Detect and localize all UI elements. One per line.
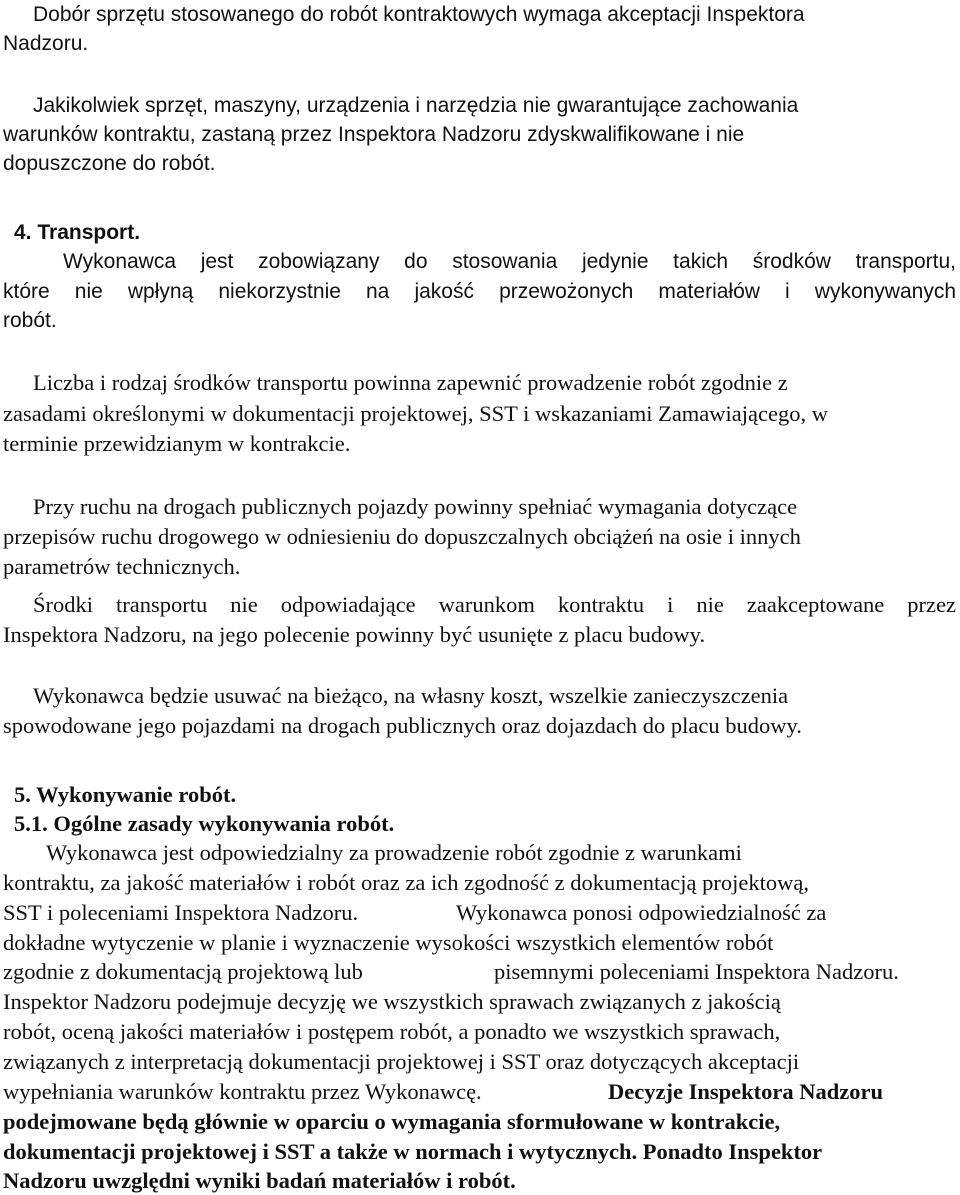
section-heading: 5. Wykonywanie robót. xyxy=(14,782,237,807)
text-line: związanych z interpretacją dokumentacji projektowej i SST oraz dotyczących akceptacji xyxy=(3,1049,800,1074)
text-line: Liczba i rodzaj środków transportu powinna zapewnić prowadzenie robót zgodnie z xyxy=(33,370,788,395)
text-line: Wykonawca jest zobowiązany do stosowania jedynie takich środków transportu, xyxy=(63,250,956,273)
text-line-bold: Nadzoru uwzględni wyniki badań materiałów i robót. xyxy=(3,1168,516,1193)
text-line: wypełniania warunków kontraktu przez Wykonawcę. xyxy=(3,1079,482,1104)
text-line: zgodnie z dokumentacją projektową lub xyxy=(3,959,363,984)
text-line: Inspektor Nadzoru podejmuje decyzję we wszystkich sprawach związanych z jakością xyxy=(3,989,781,1014)
text-line: Nadzoru. xyxy=(3,32,89,55)
section-heading: 4. Transport. xyxy=(14,221,141,244)
text-line: Środki transportu nie odpowiadające warunkom kontraktu i nie zaakceptowane przez xyxy=(33,592,956,617)
text-line: warunków kontraktu, zastaną przez Inspektora Nadzoru zdyskwalifikowane i nie xyxy=(3,123,745,146)
text-line: dopuszczone do robót. xyxy=(3,152,216,175)
text-line: robót. xyxy=(3,309,57,332)
text-line: SST i poleceniami Inspektora Nadzoru. xyxy=(3,900,359,925)
text-line: zasadami określonymi w dokumentacji projektowej, SST i wskazaniami Zamawiającego, w xyxy=(3,401,828,426)
text-line: przepisów ruchu drogowego w odniesieniu do dopuszczalnych obciążeń na osie i innych xyxy=(3,524,801,549)
text-line: pisemnymi poleceniami Inspektora Nadzoru. xyxy=(494,959,899,984)
text-line: Wykonawca ponosi odpowiedzialność za xyxy=(456,900,827,925)
text-line: kontraktu, za jakość materiałów i robót oraz za ich zgodność z dokumentacją projektową, xyxy=(3,870,809,895)
text-line-bold: dokumentacji projektowej i SST a także w normach i wytycznych. Ponadto Inspektor xyxy=(3,1139,823,1164)
text-line: Wykonawca będzie usuwać na bieżąco, na własny koszt, wszelkie zanieczyszczenia xyxy=(33,683,789,708)
text-line: robót, oceną jakości materiałów i postępem robót, a ponadto we wszystkich sprawach, xyxy=(3,1019,781,1044)
subsection-heading: 5.1. Ogólne zasady wykonywania robót. xyxy=(14,811,395,836)
text-line: parametrów technicznych. xyxy=(3,554,241,579)
text-line: Przy ruchu na drogach publicznych pojazdy powinny spełniać wymagania dotyczące xyxy=(33,494,798,519)
text-line: Jakikolwiek sprzęt, maszyny, urządzenia i narzędzia nie gwarantujące zachowania xyxy=(33,94,799,117)
text-line: spowodowane jego pojazdami na drogach publicznych oraz dojazdach do placu budowy. xyxy=(3,713,802,738)
text-line: Dobór sprzętu stosowanego do robót kontraktowych wymaga akceptacji Inspektora xyxy=(33,3,805,26)
text-line: które nie wpłyną niekorzystnie na jakość przewożonych materiałów i wykonywanych xyxy=(3,280,956,303)
text-line-bold: Decyzje Inspektora Nadzoru xyxy=(608,1079,883,1104)
text-line: dokładne wytyczenie w planie i wyznaczenie wysokości wszystkich elementów robót xyxy=(3,930,774,955)
text-line-bold: podejmowane będą głównie w oparciu o wymagania sformułowane w kontrakcie, xyxy=(3,1109,781,1134)
text-line: Wykonawca jest odpowiedzialny za prowadzenie robót zgodnie z warunkami xyxy=(46,840,742,865)
text-line: terminie przewidzianym w kontrakcie. xyxy=(3,431,351,456)
text-line: Inspektora Nadzoru, na jego polecenie powinny być usunięte z placu budowy. xyxy=(3,622,706,647)
